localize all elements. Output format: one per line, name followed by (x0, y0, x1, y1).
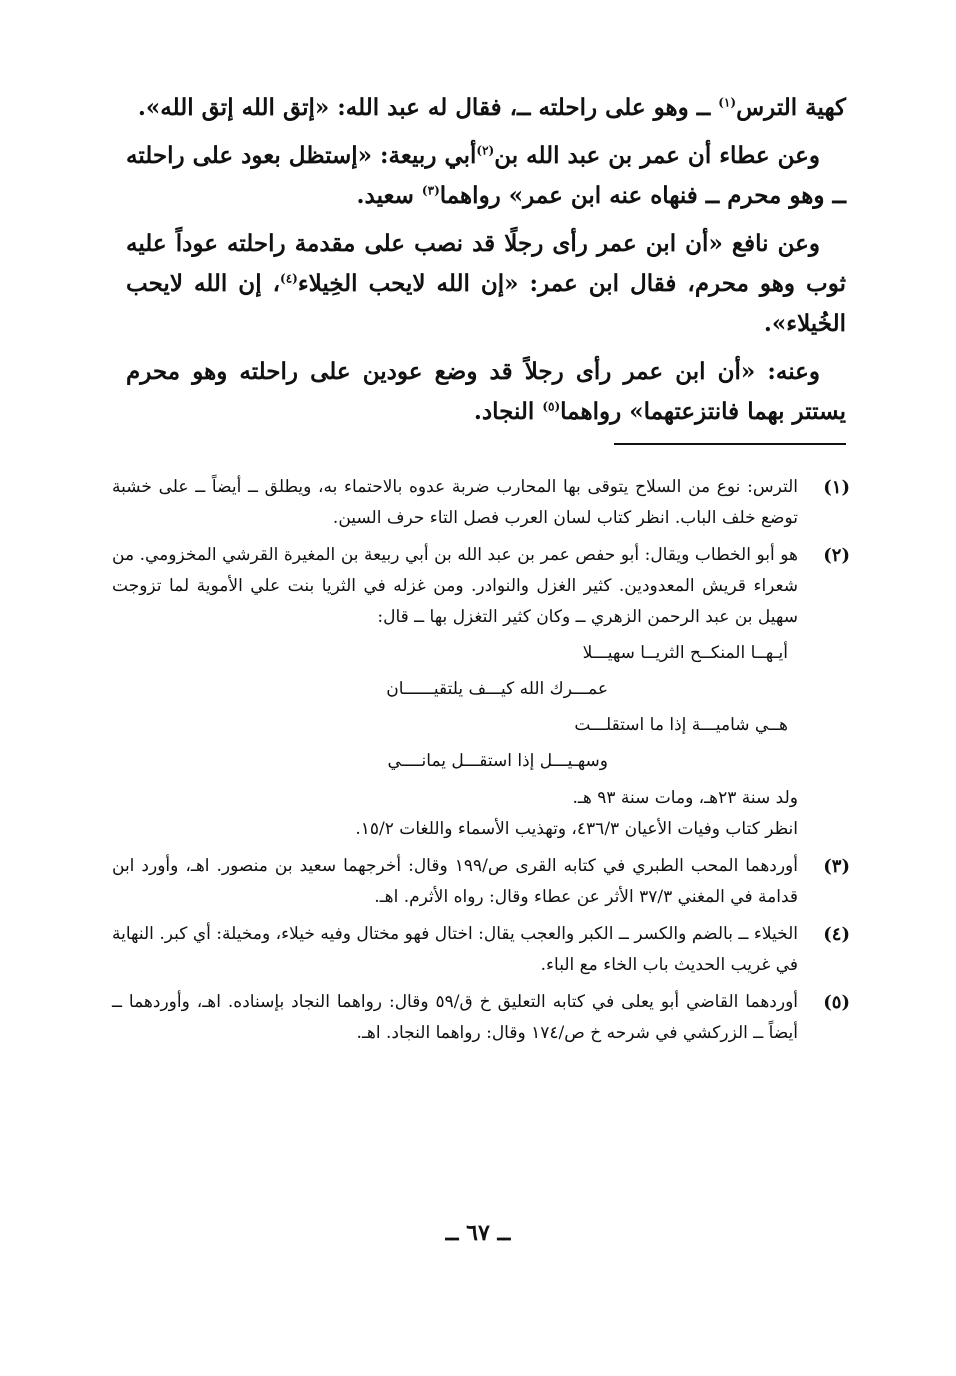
poem-verse-line: أيـهــا المنكــح الثريــا سهيـــلا (582, 643, 788, 663)
paragraph-4-text: وعنه: «أن ابن عمر رأى رجلاً قد وضع عودين على راحلته وهو محرم يستتر بهما فانتزعتهما» رواهما (126, 358, 846, 425)
footnote-birth-death: ولد سنة ٢٣هـ، ومات سنة ٩٣ هـ. (572, 788, 798, 808)
paragraph-1 (126, 88, 846, 128)
footnote-text: الخيلاء ــ بالضم والكسر ــ الكبر والعجب يقال: اختال فهو مختال وفيه خيلاء، ومخيلة: أي كبر. النهاية في غريب الحديث باب الخاء مع الباء. (112, 924, 798, 975)
paragraph-2-text-cont: أبي ربيعة: «إستظل بعود على راحلته ــ وهو محرم ــ فنهاه عنه ابن عمر» رواهما (126, 142, 846, 209)
footnote-body (112, 919, 798, 981)
footnote-text: هو أبو الخطاب ويقال: أبو حفص عمر بن عبد الله بن أبي ربيعة بن المغيرة القرشي المخزومي. من شعراء قريش المعدودين. كثير الغزل والنوادر. ومن غزله في الثريا بنت علي الأموية لما تزوجت سهيل بن عبد الرحمن الزهري ــ وكان كثير التغزل بها ــ قال: (112, 545, 798, 627)
footnotes-block (112, 472, 850, 1055)
footnote-ref-2[interactable]: (٢) (476, 143, 495, 158)
footnote-text: أوردهما القاضي أبو يعلى في كتابه التعليق خ ق/٥٩ وقال: رواهما النجاد بإسناده. اهـ، وأوردهما ــ أيضاً ــ الزركشي في شرحه خ ص/١٧٤ وقال: رواهما النجاد. اهـ. (112, 992, 798, 1043)
footnote-ref-1[interactable]: (١) (718, 95, 737, 110)
footnote-references: انظر كتاب وفيات الأعيان ٤٣٦/٣، وتهذيب الأسماء واللغات ١٥/٢. (355, 819, 798, 839)
footnote-number: (٢) (823, 545, 850, 566)
paragraph-3-text: وعن نافع «أن ابن عمر رأى رجلًا قد نصب على مقدمة راحلته عوداً عليه ثوب وهو محرم، فقال ابن عمر: «إن الله لايحب الخِيلاء (126, 230, 846, 297)
poem-verse-line: وسهـيـــل إذا استقـــل يمانــــي (387, 751, 608, 771)
poem (112, 635, 798, 779)
paragraph-2-text-end: سعيد. (356, 182, 422, 209)
footnote-ref-4[interactable]: (٤) (280, 271, 298, 286)
paragraph-1-text: كهية الترس (736, 94, 846, 121)
footnote-2 (112, 540, 850, 845)
footnote-number: (٣) (823, 856, 850, 877)
page-number: ــ ٦٧ ــ (445, 1220, 511, 1246)
main-text-block (126, 88, 846, 440)
paragraph-3-text-cont: ، إن الله لايحب الخُيلاء». (126, 270, 846, 337)
paragraph-1-text-cont: ــ وهو على راحلته ــ، فقال له عبد الله: «إتق الله إتق الله». (137, 94, 719, 121)
paragraph-2 (126, 136, 846, 216)
poem-verse-line: عمـــرك الله كيـــف يلتقيــــــان (386, 679, 608, 699)
footnote-5 (112, 987, 850, 1049)
footnote-number: (٤) (823, 924, 850, 945)
paragraph-2-text: وعن عطاء أن عمر بن عبد الله بن (494, 142, 820, 169)
footnote-body (112, 540, 798, 845)
footnote-separator (614, 443, 846, 445)
footnote-number: (٥) (823, 992, 850, 1013)
footnote-1 (112, 472, 850, 534)
footnote-text: أوردهما المحب الطبري في كتابه القرى ص/١٩٩ وقال: أخرجهما سعيد بن منصور. اهـ، وأورد ابن قدامة في المغني ٣٧/٣ الأثر عن عطاء وقال: رواه الأثرم. اهـ. (112, 856, 798, 907)
footnote-4 (112, 919, 850, 981)
footnote-3 (112, 851, 850, 913)
footnote-text: الترس: نوع من السلاح يتوقى بها المحارب ضربة عدوه بالاحتماء به، ويطلق ــ أيضاً ــ على خشبة توضع خلف الباب. انظر كتاب لسان العرب فصل التاء حرف السين. (112, 477, 798, 528)
footnote-body (112, 851, 798, 913)
paragraph-4-text-cont: النجاد. (473, 398, 543, 425)
footnote-body (112, 987, 798, 1049)
footnote-body (112, 472, 798, 534)
footnote-ref-3[interactable]: (٣) (421, 183, 440, 198)
paragraph-3 (126, 224, 846, 344)
paragraph-4 (126, 352, 846, 432)
poem-verse-line: هــي شاميـــة إذا ما استقلـــت (574, 715, 788, 735)
footnote-number: (١) (823, 477, 850, 498)
footnote-ref-5[interactable]: (٥) (542, 399, 561, 414)
